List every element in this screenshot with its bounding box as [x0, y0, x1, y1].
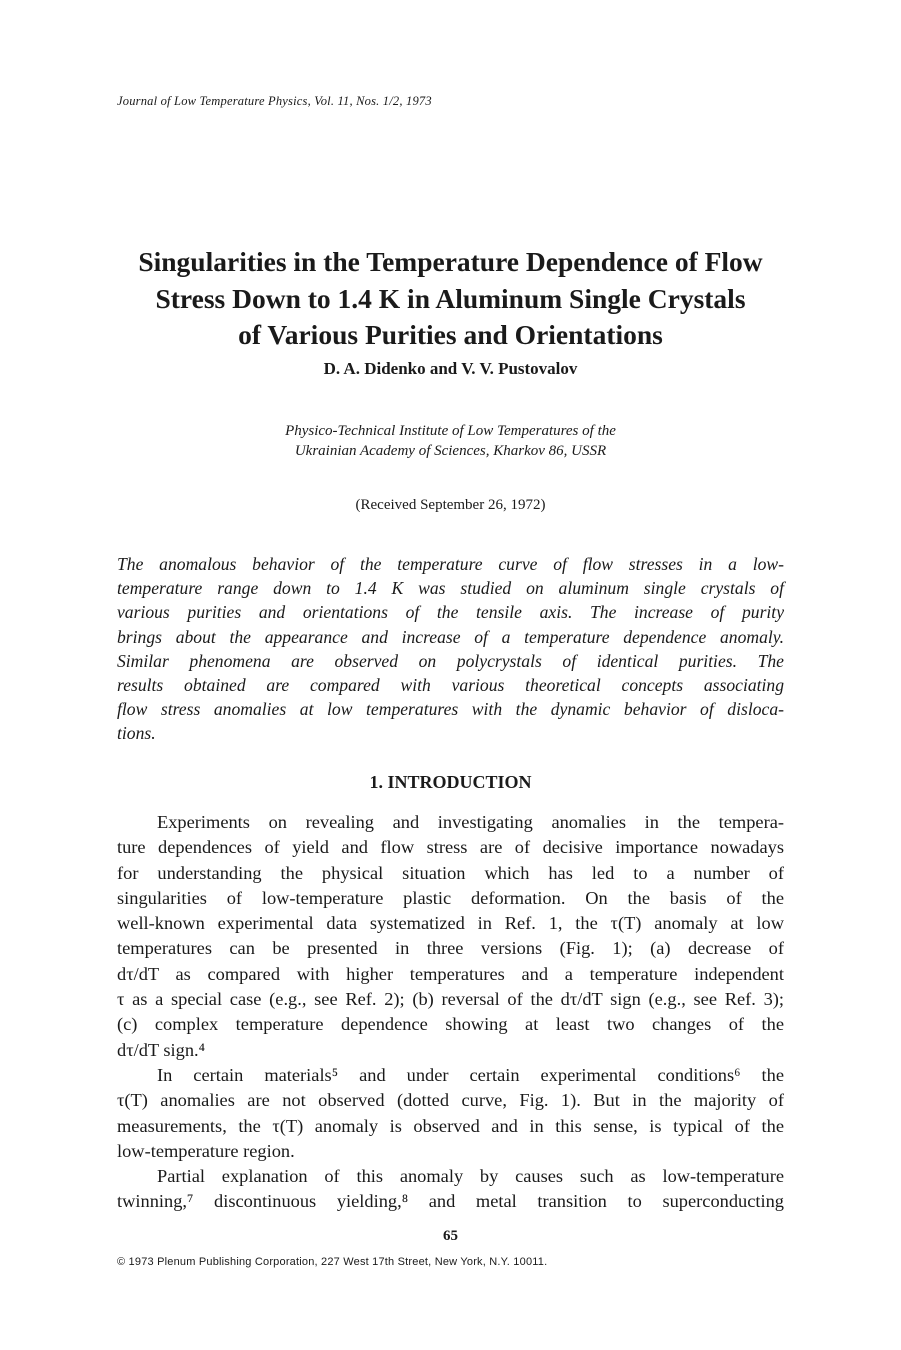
body-line: ture dependences of yield and flow stress are of decisive importance nowadays — [117, 837, 784, 858]
body-line: dτ/dT as compared with higher temperatures and a temperature independent — [117, 963, 784, 984]
abstract-line: various purities and orientations of the tensile axis. The increase of purity — [117, 602, 784, 623]
article-title — [100, 244, 801, 354]
abstract-line: tions. — [117, 723, 156, 744]
body-line: Experiments on revealing and investigating anomalies in the tempera- — [157, 812, 784, 832]
body-text — [117, 810, 784, 1215]
title-line: Singularities in the Temperature Dependence of Flow — [138, 246, 763, 277]
body-line: well-known experimental data systematized in Ref. 1, the τ(T) anomaly at low — [117, 913, 784, 934]
body-line: τ(T) anomalies are not observed (dotted curve, Fig. 1). But in the majority of — [117, 1090, 784, 1111]
affiliation-line: Ukrainian Academy of Sciences, Kharkov 86, USSR — [294, 443, 607, 459]
authors: D. A. Didenko and V. V. Pustovalov — [323, 359, 578, 378]
title-line: of Various Purities and Orientations — [238, 319, 663, 350]
body-line: temperatures can be presented in three versions (Fig. 1); (a) decrease of — [117, 938, 784, 959]
abstract-line: Similar phenomena are observed on polycrystals of identical purities. The — [117, 650, 784, 671]
abstract-line: temperature range down to 1.4 K was studied on aluminum single crystals of — [117, 578, 784, 599]
body-line: singularities of low-temperature plastic deformation. On the basis of the — [117, 887, 784, 908]
abstract-line: brings about the appearance and increase of a temperature dependence anomaly. — [117, 626, 784, 647]
abstract-line: The anomalous behavior of the temperature curve of flow stresses in a low- — [117, 554, 784, 574]
title-line: Stress Down to 1.4 K in Aluminum Single Crystals — [155, 282, 746, 314]
body-line: dτ/dT sign.⁴ — [117, 1039, 206, 1060]
copyright-notice: © 1973 Plenum Publishing Corporation, 227 West 17th Street, New York, N.Y. 10011. — [117, 1256, 548, 1268]
body-line: (c) complex temperature dependence showing at least two changes of the — [117, 1014, 784, 1035]
abstract-line: flow stress anomalies at low temperatures with the dynamic behavior of disloca- — [117, 699, 784, 720]
received-date: (Received September 26, 1972) — [355, 497, 546, 513]
body-line: low-temperature region. — [117, 1140, 295, 1161]
abstract — [117, 552, 784, 746]
body-line: for understanding the physical situation which has led to a number of — [117, 862, 784, 883]
body-line: Partial explanation of this anomaly by causes such as low-temperature — [157, 1166, 784, 1187]
page-number: 65 — [443, 1228, 458, 1244]
running-head: Journal of Low Temperature Physics, Vol. 11, Nos. 1/2, 1973 — [117, 94, 432, 108]
body-line: τ as a special case (e.g., see Ref. 2); (b) reversal of the dτ/dT sign (e.g., see Ref. 3); — [117, 989, 784, 1010]
body-line: In certain materials⁵ and under certain experimental conditions⁶ the — [157, 1064, 784, 1085]
affiliation-line: Physico-Technical Institute of Low Temperatures of the — [285, 423, 616, 439]
section-heading: 1. INTRODUCTION — [369, 772, 532, 792]
body-line: twinning,⁷ discontinuous yielding,⁸ and metal transition to superconducting — [117, 1191, 784, 1212]
body-line: measurements, the τ(T) anomaly is observed and in this sense, is typical of the — [117, 1115, 784, 1136]
abstract-line: results obtained are compared with various theoretical concepts associating — [117, 675, 784, 696]
affiliation — [0, 421, 901, 461]
